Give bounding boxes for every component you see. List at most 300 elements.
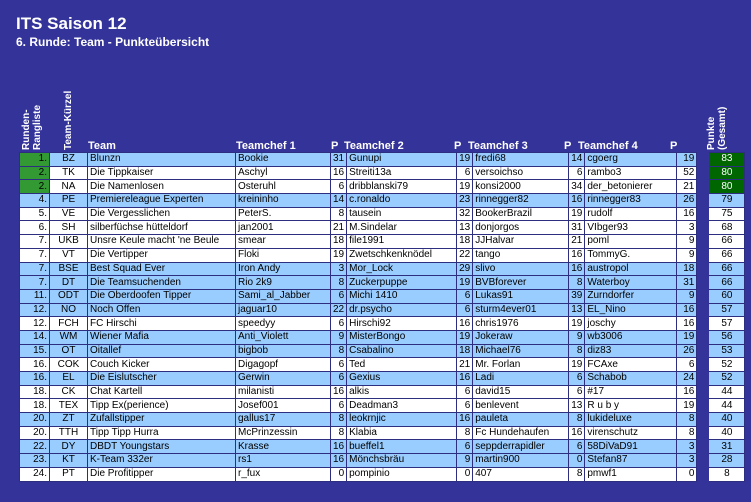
teamchef-3-cell: BookerBrazil (473, 207, 569, 221)
header-teamchef-1: Teamchef 1 (236, 140, 296, 152)
spacer (697, 221, 709, 235)
p2-cell: 19 (457, 180, 473, 194)
table-row (20, 426, 745, 440)
teamchef-1-cell: Bookie (236, 153, 331, 167)
teamchef-3-cell: benlevent (473, 399, 569, 413)
rank-cell: 7. (20, 262, 50, 276)
spacer (697, 413, 709, 427)
p2-cell: 9 (457, 454, 473, 468)
teamchef-3-cell: BVBforever (473, 276, 569, 290)
total-points-cell: 52 (709, 372, 745, 386)
teamchef-4-cell: cgoerg (585, 153, 677, 167)
p1-cell: 16 (331, 166, 347, 180)
p2-cell: 19 (457, 153, 473, 167)
p3-cell: 6 (569, 166, 585, 180)
teamchef-1-cell: jaguar10 (236, 303, 331, 317)
p1-cell: 19 (331, 248, 347, 262)
p4-cell: 52 (677, 166, 697, 180)
table-row (20, 358, 745, 372)
rank-cell: 20. (20, 413, 50, 427)
p4-cell: 6 (677, 358, 697, 372)
rank-cell: 12. (20, 303, 50, 317)
spacer (697, 372, 709, 386)
header-p4: P (670, 140, 678, 152)
team-name-cell: Tipp Ex(perience) (88, 399, 236, 413)
teamchef-4-cell: der_betonierer (585, 180, 677, 194)
table-row (20, 440, 745, 454)
table-row (20, 399, 745, 413)
teamchef-1-cell: jan2001 (236, 221, 331, 235)
table-row (20, 372, 745, 386)
p1-cell: 22 (331, 303, 347, 317)
total-points-cell: 66 (709, 262, 745, 276)
rank-cell: 18. (20, 385, 50, 399)
page-subtitle: 6. Runde: Team - Punkteübersicht (16, 35, 210, 49)
p4-cell: 16 (677, 303, 697, 317)
p1-cell: 14 (331, 194, 347, 208)
teamchef-4-cell: VIbger93 (585, 221, 677, 235)
teamchef-1-cell: milanisti (236, 385, 331, 399)
p3-cell: 13 (569, 399, 585, 413)
p4-cell: 31 (677, 276, 697, 290)
p1-cell: 8 (331, 426, 347, 440)
teamchef-4-cell: EL_Nino (585, 303, 677, 317)
teamchef-2-cell: dribblanski79 (347, 180, 457, 194)
p3-cell: 39 (569, 289, 585, 303)
team-abbr-cell: NO (50, 303, 88, 317)
page-title: ITS Saison 12 (16, 14, 127, 33)
team-name-cell: silberfüchse hütteldorf (88, 221, 236, 235)
header-team: Team (88, 140, 116, 152)
teamchef-2-cell: Gunupi (347, 153, 457, 167)
teamchef-2-cell: Ted (347, 358, 457, 372)
p2-cell: 6 (457, 385, 473, 399)
header-teamchef-3: Teamchef 3 (468, 140, 528, 152)
header-teamchef-2: Teamchef 2 (344, 140, 404, 152)
p1-cell: 6 (331, 358, 347, 372)
teamchef-4-cell: austropol (585, 262, 677, 276)
p4-cell: 3 (677, 440, 697, 454)
p3-cell: 16 (569, 248, 585, 262)
total-points-cell: 56 (709, 330, 745, 344)
total-points-cell: 79 (709, 194, 745, 208)
p4-cell: 21 (677, 180, 697, 194)
spacer (697, 440, 709, 454)
spacer (697, 303, 709, 317)
p4-cell: 19 (677, 153, 697, 167)
p4-cell: 16 (677, 317, 697, 331)
team-abbr-cell: NA (50, 180, 88, 194)
p1-cell: 8 (331, 344, 347, 358)
teamchef-4-cell: #17 (585, 385, 677, 399)
table-row (20, 344, 745, 358)
teamchef-1-cell: Rio 2k9 (236, 276, 331, 290)
teamchef-1-cell: r_fux (236, 467, 331, 481)
p1-cell: 31 (331, 153, 347, 167)
team-name-cell: Oitallef (88, 344, 236, 358)
p2-cell: 0 (457, 467, 473, 481)
team-name-cell: Zufallstipper (88, 413, 236, 427)
team-abbr-cell: WM (50, 330, 88, 344)
spacer (697, 385, 709, 399)
teamchef-4-cell: virenschutz (585, 426, 677, 440)
p4-cell: 26 (677, 194, 697, 208)
p3-cell: 9 (569, 330, 585, 344)
teamchef-1-cell: speedyy (236, 317, 331, 331)
table-row (20, 235, 745, 249)
total-points-cell: 68 (709, 221, 745, 235)
rank-cell: 7. (20, 276, 50, 290)
p4-cell: 19 (677, 399, 697, 413)
teamchef-3-cell: tango (473, 248, 569, 262)
rank-cell: 11. (20, 289, 50, 303)
teamchef-4-cell: rambo3 (585, 166, 677, 180)
p2-cell: 6 (457, 289, 473, 303)
p3-cell: 31 (569, 221, 585, 235)
team-abbr-cell: TEX (50, 399, 88, 413)
team-name-cell: Die Tippkaiser (88, 166, 236, 180)
p4-cell: 3 (677, 454, 697, 468)
p2-cell: 22 (457, 248, 473, 262)
p1-cell: 8 (331, 207, 347, 221)
teamchef-1-cell: PeterS. (236, 207, 331, 221)
team-abbr-cell: VT (50, 248, 88, 262)
p1-cell: 3 (331, 262, 347, 276)
team-abbr-cell: ODT (50, 289, 88, 303)
teamchef-2-cell: Mor_Lock (347, 262, 457, 276)
total-points-cell: 75 (709, 207, 745, 221)
team-abbr-cell: TK (50, 166, 88, 180)
table-row (20, 276, 745, 290)
teamchef-4-cell: R u b y (585, 399, 677, 413)
rank-cell: 24. (20, 467, 50, 481)
teamchef-2-cell: bueffel1 (347, 440, 457, 454)
team-name-cell: Best Squad Ever (88, 262, 236, 276)
rank-cell: 2. (20, 180, 50, 194)
p3-cell: 6 (569, 372, 585, 386)
p2-cell: 29 (457, 262, 473, 276)
p3-cell: 19 (569, 358, 585, 372)
teamchef-2-cell: Hirschi92 (347, 317, 457, 331)
team-abbr-cell: BSE (50, 262, 88, 276)
team-abbr-cell: BZ (50, 153, 88, 167)
team-abbr-cell: ZT (50, 413, 88, 427)
p2-cell: 6 (457, 303, 473, 317)
team-abbr-cell: VE (50, 207, 88, 221)
total-points-cell: 83 (709, 153, 745, 167)
spacer (697, 166, 709, 180)
p1-cell: 6 (331, 180, 347, 194)
rank-cell: 20. (20, 426, 50, 440)
teamchef-4-cell: Zurndorfer (585, 289, 677, 303)
p3-cell: 6 (569, 385, 585, 399)
table-row (20, 207, 745, 221)
spacer (697, 289, 709, 303)
p3-cell: 16 (569, 194, 585, 208)
table-row (20, 330, 745, 344)
spacer (697, 153, 709, 167)
teamchef-4-cell: Schabob (585, 372, 677, 386)
teamchef-4-cell: rinnegger83 (585, 194, 677, 208)
team-abbr-cell: PE (50, 194, 88, 208)
p4-cell: 9 (677, 289, 697, 303)
table-row (20, 248, 745, 262)
teamchef-2-cell: tausein (347, 207, 457, 221)
header-kuerzel: Team-Kürzel (63, 90, 74, 150)
spacer (697, 454, 709, 468)
teamchef-3-cell: seppderrapidler (473, 440, 569, 454)
teamchef-3-cell: donjorgos (473, 221, 569, 235)
p1-cell: 18 (331, 235, 347, 249)
p4-cell: 9 (677, 248, 697, 262)
total-points-cell: 44 (709, 399, 745, 413)
teamchef-2-cell: M.Sindelar (347, 221, 457, 235)
total-points-cell: 53 (709, 344, 745, 358)
teamchef-2-cell: dr.psycho (347, 303, 457, 317)
p2-cell: 6 (457, 399, 473, 413)
team-name-cell: FC Hirschi (88, 317, 236, 331)
total-points-cell: 52 (709, 358, 745, 372)
teamchef-2-cell: MisterBongo (347, 330, 457, 344)
teamchef-1-cell: kreininho (236, 194, 331, 208)
p2-cell: 18 (457, 344, 473, 358)
team-name-cell: Die Vertipper (88, 248, 236, 262)
p4-cell: 8 (677, 426, 697, 440)
teamchef-4-cell: TommyG. (585, 248, 677, 262)
rank-cell: 6. (20, 221, 50, 235)
teamchef-3-cell: Michael76 (473, 344, 569, 358)
total-points-cell: 31 (709, 440, 745, 454)
total-points-cell: 66 (709, 235, 745, 249)
team-abbr-cell: SH (50, 221, 88, 235)
table-row (20, 180, 745, 194)
p3-cell: 8 (569, 344, 585, 358)
teamchef-4-cell: lukideluxe (585, 413, 677, 427)
p3-cell: 21 (569, 235, 585, 249)
rank-cell: 14. (20, 330, 50, 344)
spacer (697, 399, 709, 413)
team-name-cell: Blunzn (88, 153, 236, 167)
table-row (20, 194, 745, 208)
team-name-cell: Chat Kartell (88, 385, 236, 399)
teamchef-3-cell: slivo (473, 262, 569, 276)
spacer (697, 330, 709, 344)
teamchef-3-cell: Ladi (473, 372, 569, 386)
rank-cell: 7. (20, 235, 50, 249)
p1-cell: 16 (331, 440, 347, 454)
team-abbr-cell: TTH (50, 426, 88, 440)
teamchef-1-cell: Aschyl (236, 166, 331, 180)
p3-cell: 6 (569, 440, 585, 454)
p3-cell: 19 (569, 207, 585, 221)
teamchef-4-cell: pmwf1 (585, 467, 677, 481)
teamchef-2-cell: leokrnjic (347, 413, 457, 427)
rank-cell: 16. (20, 358, 50, 372)
p3-cell: 8 (569, 467, 585, 481)
table-row (20, 467, 745, 481)
header-p3: P (564, 140, 572, 152)
p4-cell: 8 (677, 413, 697, 427)
teamchef-1-cell: Josef001 (236, 399, 331, 413)
teamchef-2-cell: Streiti13a (347, 166, 457, 180)
teamchef-2-cell: Mönchsbräu (347, 454, 457, 468)
p2-cell: 18 (457, 235, 473, 249)
rank-cell: 15. (20, 344, 50, 358)
teamchef-1-cell: Gerwin (236, 372, 331, 386)
team-abbr-cell: UKB (50, 235, 88, 249)
p1-cell: 9 (331, 330, 347, 344)
team-name-cell: Premiereleague Experten (88, 194, 236, 208)
team-abbr-cell: KT (50, 454, 88, 468)
team-name-cell: Die Teamsuchenden (88, 276, 236, 290)
teamchef-1-cell: Iron Andy (236, 262, 331, 276)
teamchef-2-cell: pompinio (347, 467, 457, 481)
teamchef-1-cell: Osteruhl (236, 180, 331, 194)
total-points-cell: 40 (709, 426, 745, 440)
p1-cell: 21 (331, 221, 347, 235)
p4-cell: 26 (677, 344, 697, 358)
p2-cell: 8 (457, 426, 473, 440)
header-punkte: Punkte (Gesamt) (706, 106, 728, 150)
team-abbr-cell: CK (50, 385, 88, 399)
total-points-cell: 66 (709, 248, 745, 262)
p2-cell: 19 (457, 276, 473, 290)
teamchef-4-cell: FCAxe (585, 358, 677, 372)
total-points-cell: 57 (709, 317, 745, 331)
teamchef-4-cell: wb3006 (585, 330, 677, 344)
team-abbr-cell: PT (50, 467, 88, 481)
teamchef-3-cell: rinnegger82 (473, 194, 569, 208)
p3-cell: 19 (569, 317, 585, 331)
teamchef-4-cell: diz83 (585, 344, 677, 358)
rank-cell: 23. (20, 454, 50, 468)
team-abbr-cell: OT (50, 344, 88, 358)
table-row (20, 303, 745, 317)
team-abbr-cell: EL (50, 372, 88, 386)
p4-cell: 16 (677, 385, 697, 399)
p2-cell: 19 (457, 330, 473, 344)
rank-cell: 22. (20, 440, 50, 454)
teamchef-4-cell: rudolf (585, 207, 677, 221)
team-abbr-cell: DT (50, 276, 88, 290)
team-abbr-cell: COK (50, 358, 88, 372)
standings-table (19, 152, 745, 482)
p1-cell: 8 (331, 413, 347, 427)
teamchef-4-cell: poml (585, 235, 677, 249)
teamchef-3-cell: fredi68 (473, 153, 569, 167)
table-row (20, 262, 745, 276)
p2-cell: 16 (457, 317, 473, 331)
p1-cell: 8 (331, 276, 347, 290)
spacer (697, 467, 709, 481)
p4-cell: 9 (677, 235, 697, 249)
spacer (697, 180, 709, 194)
p4-cell: 24 (677, 372, 697, 386)
rank-cell: 18. (20, 399, 50, 413)
teamchef-3-cell: konsi2000 (473, 180, 569, 194)
spacer (697, 194, 709, 208)
p2-cell: 21 (457, 358, 473, 372)
rank-cell: 4. (20, 194, 50, 208)
teamchef-3-cell: Fc Hundehaufen (473, 426, 569, 440)
spacer (697, 317, 709, 331)
header-p2: P (454, 140, 462, 152)
teamchef-3-cell: david15 (473, 385, 569, 399)
total-points-cell: 40 (709, 413, 745, 427)
total-points-cell: 80 (709, 166, 745, 180)
team-name-cell: Die Eislutscher (88, 372, 236, 386)
team-abbr-cell: DY (50, 440, 88, 454)
total-points-cell: 60 (709, 289, 745, 303)
team-name-cell: DBDT Youngstars (88, 440, 236, 454)
p2-cell: 13 (457, 221, 473, 235)
p3-cell: 8 (569, 276, 585, 290)
teamchef-1-cell: Krasse (236, 440, 331, 454)
table-row (20, 385, 745, 399)
team-name-cell: Die Oberdoofen Tipper (88, 289, 236, 303)
team-name-cell: Wiener Mafia (88, 330, 236, 344)
teamchef-2-cell: Deadman3 (347, 399, 457, 413)
teamchef-1-cell: gallus17 (236, 413, 331, 427)
spacer (697, 276, 709, 290)
p2-cell: 6 (457, 166, 473, 180)
p2-cell: 6 (457, 440, 473, 454)
rank-cell: 7. (20, 248, 50, 262)
p2-cell: 32 (457, 207, 473, 221)
p1-cell: 6 (331, 317, 347, 331)
team-name-cell: K-Team 332er (88, 454, 236, 468)
team-name-cell: Die Profitipper (88, 467, 236, 481)
total-points-cell: 80 (709, 180, 745, 194)
spacer (697, 207, 709, 221)
rank-cell: 5. (20, 207, 50, 221)
p3-cell: 16 (569, 262, 585, 276)
p2-cell: 16 (457, 372, 473, 386)
team-name-cell: Unsre Keule macht 'ne Beule (88, 235, 236, 249)
teamchef-4-cell: Waterboy (585, 276, 677, 290)
team-abbr-cell: FCH (50, 317, 88, 331)
spacer (697, 344, 709, 358)
p4-cell: 18 (677, 262, 697, 276)
teamchef-1-cell: Anti_Violett (236, 330, 331, 344)
p3-cell: 0 (569, 454, 585, 468)
teamchef-4-cell: Stefan87 (585, 454, 677, 468)
p1-cell: 0 (331, 467, 347, 481)
teamchef-3-cell: Lukas91 (473, 289, 569, 303)
team-name-cell: Die Namenlosen (88, 180, 236, 194)
teamchef-3-cell: sturm4ever01 (473, 303, 569, 317)
header-teamchef-4: Teamchef 4 (578, 140, 638, 152)
teamchef-1-cell: Floki (236, 248, 331, 262)
p3-cell: 34 (569, 180, 585, 194)
table-row (20, 166, 745, 180)
p4-cell: 0 (677, 467, 697, 481)
p2-cell: 23 (457, 194, 473, 208)
teamchef-3-cell: chris1976 (473, 317, 569, 331)
teamchef-3-cell: Mr. Forlan (473, 358, 569, 372)
teamchef-2-cell: Michi 1410 (347, 289, 457, 303)
p1-cell: 6 (331, 399, 347, 413)
teamchef-2-cell: Zwetschkenknödel (347, 248, 457, 262)
total-points-cell: 28 (709, 454, 745, 468)
header-p1: P (331, 140, 339, 152)
p4-cell: 16 (677, 207, 697, 221)
team-name-cell: Tipp Tipp Hurra (88, 426, 236, 440)
teamchef-2-cell: Klabia (347, 426, 457, 440)
teamchef-1-cell: rs1 (236, 454, 331, 468)
table-row (20, 413, 745, 427)
table-row (20, 221, 745, 235)
